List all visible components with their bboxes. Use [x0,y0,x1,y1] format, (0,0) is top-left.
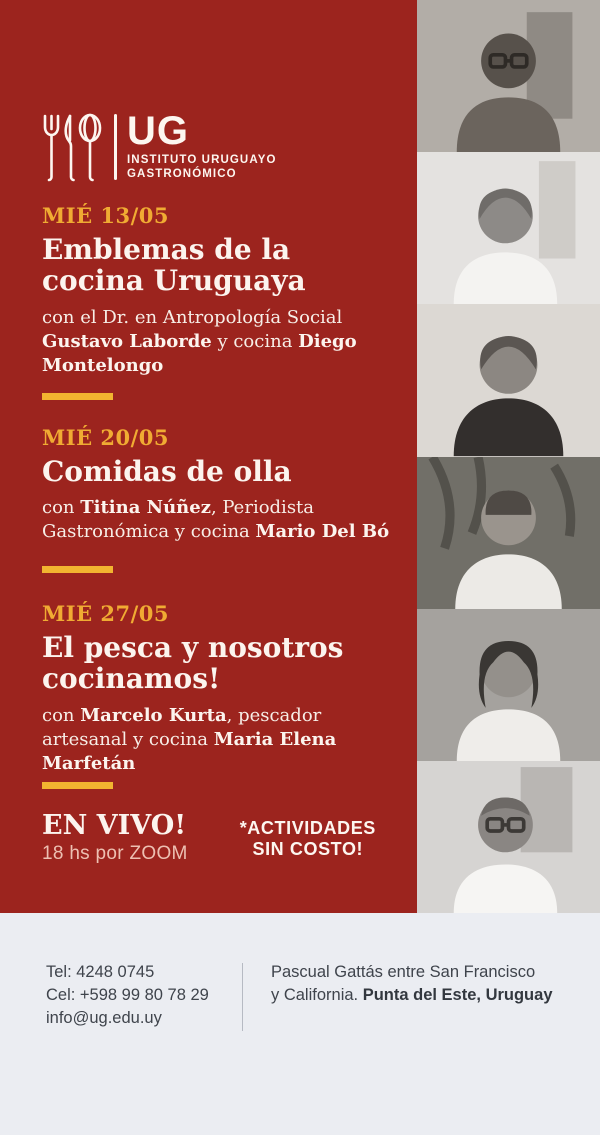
event-1-title: Emblemas de la cocina Uruguaya [42,233,306,298]
portrait-photo-3 [417,304,600,456]
event-1 [42,203,394,378]
brand-logo [40,109,277,184]
live-block [42,812,188,865]
brand-initials: UG [127,109,189,153]
person-silhouette-icon [417,609,600,761]
event-1-date: MIÉ 13/05 [42,203,170,228]
event-2-date: MIÉ 20/05 [42,425,170,450]
event-2-description: con Titina Núñez, Periodista Gastronómica y cocina Mario Del Bó [42,497,390,543]
free-activities-note: *ACTIVIDADES SIN COSTO! [239,818,376,860]
phone-number: Tel: 4248 0745 [46,963,155,981]
portrait-photo-4 [417,457,600,609]
person-silhouette-icon [417,457,600,609]
live-subtitle: 18 hs por ZOOM [42,843,188,865]
person-silhouette-icon [417,304,600,456]
footer [0,913,600,1135]
event-1-description: con el Dr. en Antropología Social Gustavo Laborde y cocina Diego Montelongo [42,306,357,376]
event-3 [42,601,394,776]
street-address: Pascual Gattás entre San Francisco y California. Punta del Este, Uruguay [271,963,553,1004]
event-2-title: Comidas de olla [42,455,292,488]
portrait-photo-1 [417,0,600,152]
footer-content [0,913,600,1031]
section-divider-2 [42,566,113,573]
brand-name: INSTITUTO URUGUAYO GASTRONÓMICO [127,154,277,181]
person-silhouette-icon [417,152,600,304]
person-silhouette-icon [417,761,600,913]
cell-number: Cel: +598 99 80 78 29 [46,985,209,1004]
logo-divider [114,114,117,180]
portrait-photo-5 [417,609,600,761]
email-address: info@ug.edu.uy [46,1008,162,1027]
section-divider-1 [42,393,113,400]
logo-text [127,109,277,182]
fork-knife-whisk-icon [40,112,104,184]
person-silhouette-icon [417,0,600,152]
portrait-photo-6 [417,761,600,913]
event-3-date: MIÉ 27/05 [42,601,170,626]
contact-info [46,961,226,1031]
live-title: EN VIVO! [42,810,187,841]
event-3-description: con Marcelo Kurta, pescador artesanal y cocina Maria Elena Marfetán [42,704,337,774]
section-divider-3 [42,782,113,789]
event-2 [42,425,394,545]
portrait-photo-column [417,0,600,913]
footer-vertical-divider [242,963,243,1031]
portrait-photo-2 [417,152,600,304]
event-3-title: El pesca y nosotros cocinamos! [42,631,344,696]
live-info [42,812,402,865]
